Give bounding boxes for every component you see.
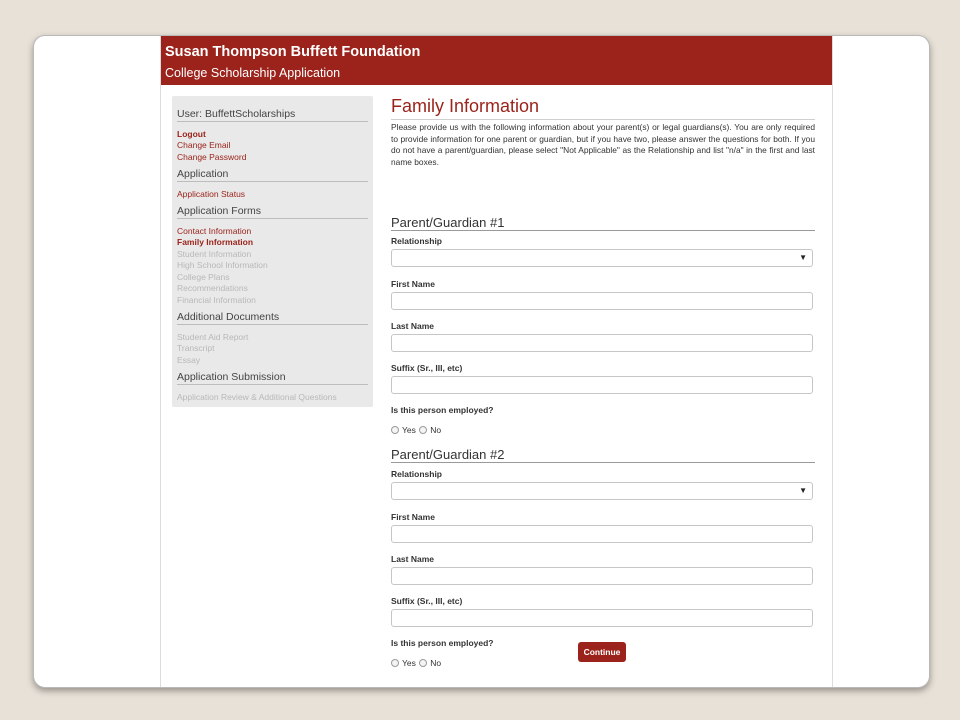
sidebar-heading-forms: Application Forms bbox=[177, 205, 262, 217]
guardian-2-employed-yes-label[interactable]: Yes bbox=[402, 657, 416, 668]
slide-card bbox=[33, 35, 930, 688]
guardian-1-last-name-input[interactable] bbox=[391, 334, 813, 352]
sidebar-divider bbox=[177, 218, 368, 219]
sidebar-item-change-email[interactable]: Change Email bbox=[177, 140, 231, 150]
sidebar-heading-documents: Additional Documents bbox=[177, 311, 280, 323]
sidebar-item-application-review: Application Review & Additional Questions bbox=[177, 392, 337, 402]
guardian-1-employed-yes-label[interactable]: Yes bbox=[402, 424, 416, 435]
guardian-1-heading: Parent/Guardian #1 bbox=[391, 215, 505, 230]
site-header bbox=[161, 36, 832, 85]
sidebar-item-change-password[interactable]: Change Password bbox=[177, 152, 247, 162]
sidebar-item-transcript: Transcript bbox=[177, 343, 215, 353]
guardian-2-employed-no-label[interactable]: No bbox=[430, 657, 442, 668]
title-divider bbox=[391, 119, 815, 120]
application-name: College Scholarship Application bbox=[165, 66, 341, 80]
guardian-1-employed-label: Is this person employed? bbox=[391, 405, 494, 415]
guardian-2-relationship-select[interactable] bbox=[391, 482, 813, 500]
sidebar-item-application-status[interactable]: Application Status bbox=[177, 189, 246, 199]
guardian-2-suffix-input[interactable] bbox=[391, 609, 813, 627]
sidebar-item-student-aid-report: Student Aid Report bbox=[177, 332, 249, 342]
user-label: User: BuffettScholarships bbox=[177, 108, 296, 120]
guardian-2-employed-radio-group bbox=[391, 657, 442, 669]
sidebar-item-contact-information[interactable]: Contact Information bbox=[177, 226, 252, 236]
sidebar-item-student-information: Student Information bbox=[177, 249, 252, 259]
section-divider bbox=[391, 230, 815, 231]
guardian-1-relationship-select[interactable] bbox=[391, 249, 813, 267]
guardian-1-suffix-input[interactable] bbox=[391, 376, 813, 394]
continue-button[interactable]: Continue bbox=[578, 642, 626, 662]
guardian-2-employed-label: Is this person employed? bbox=[391, 638, 494, 648]
sidebar-heading-submission: Application Submission bbox=[177, 371, 286, 383]
section-divider bbox=[391, 462, 815, 463]
sidebar-divider bbox=[177, 324, 368, 325]
guardian-1-first-name-label: First Name bbox=[391, 279, 435, 289]
guardian-2-last-name-input[interactable] bbox=[391, 567, 813, 585]
guardian-1-relationship-label: Relationship bbox=[391, 236, 443, 246]
guardian-2-suffix-label: Suffix (Sr., III, etc) bbox=[391, 596, 463, 606]
sidebar-divider bbox=[177, 121, 368, 122]
sidebar-item-recommendations: Recommendations bbox=[177, 283, 248, 293]
sidebar-item-essay: Essay bbox=[177, 355, 201, 365]
guardian-2-employed-yes-radio[interactable] bbox=[391, 659, 399, 667]
page-title: Family Information bbox=[391, 96, 540, 116]
guardian-2-last-name-label: Last Name bbox=[391, 554, 434, 564]
guardian-1-first-name-input[interactable] bbox=[391, 292, 813, 310]
browser-page bbox=[160, 36, 833, 687]
sidebar-heading-application: Application bbox=[177, 168, 229, 180]
guardian-2-heading: Parent/Guardian #2 bbox=[391, 447, 505, 462]
org-name: Susan Thompson Buffett Foundation bbox=[165, 44, 421, 60]
sidebar-divider bbox=[177, 181, 368, 182]
intro-text: Please provide us with the following information about your parent(s) or legal guardians(s). You are only required to provide information for one parent or guardian, but if you have two, please answer the questions for both. If you do not have a parent/guardian, please select "Not Applicable" as the Relationship and list "n/a" in the first and last name boxes. bbox=[391, 122, 815, 167]
sidebar-item-logout[interactable]: Logout bbox=[177, 129, 206, 139]
caret-down-icon: ▼ bbox=[799, 253, 807, 262]
guardian-2-employed-no-radio[interactable] bbox=[419, 659, 427, 667]
guardian-1-employed-no-label[interactable]: No bbox=[430, 424, 442, 435]
sidebar-item-financial-information: Financial Information bbox=[177, 295, 256, 305]
sidebar-item-high-school-information: High School Information bbox=[177, 260, 268, 270]
guardian-1-employed-radio-group bbox=[391, 424, 442, 436]
guardian-1-suffix-label: Suffix (Sr., III, etc) bbox=[391, 363, 463, 373]
sidebar-item-college-plans: College Plans bbox=[177, 272, 230, 282]
guardian-1-last-name-label: Last Name bbox=[391, 321, 434, 331]
guardian-2-relationship-label: Relationship bbox=[391, 469, 443, 479]
guardian-2-first-name-label: First Name bbox=[391, 512, 435, 522]
caret-down-icon: ▼ bbox=[799, 486, 807, 495]
sidebar-divider bbox=[177, 384, 368, 385]
guardian-2-first-name-input[interactable] bbox=[391, 525, 813, 543]
sidebar bbox=[172, 96, 373, 407]
guardian-1-employed-yes-radio[interactable] bbox=[391, 426, 399, 434]
guardian-1-employed-no-radio[interactable] bbox=[419, 426, 427, 434]
sidebar-item-family-information[interactable]: Family Information bbox=[177, 237, 254, 247]
